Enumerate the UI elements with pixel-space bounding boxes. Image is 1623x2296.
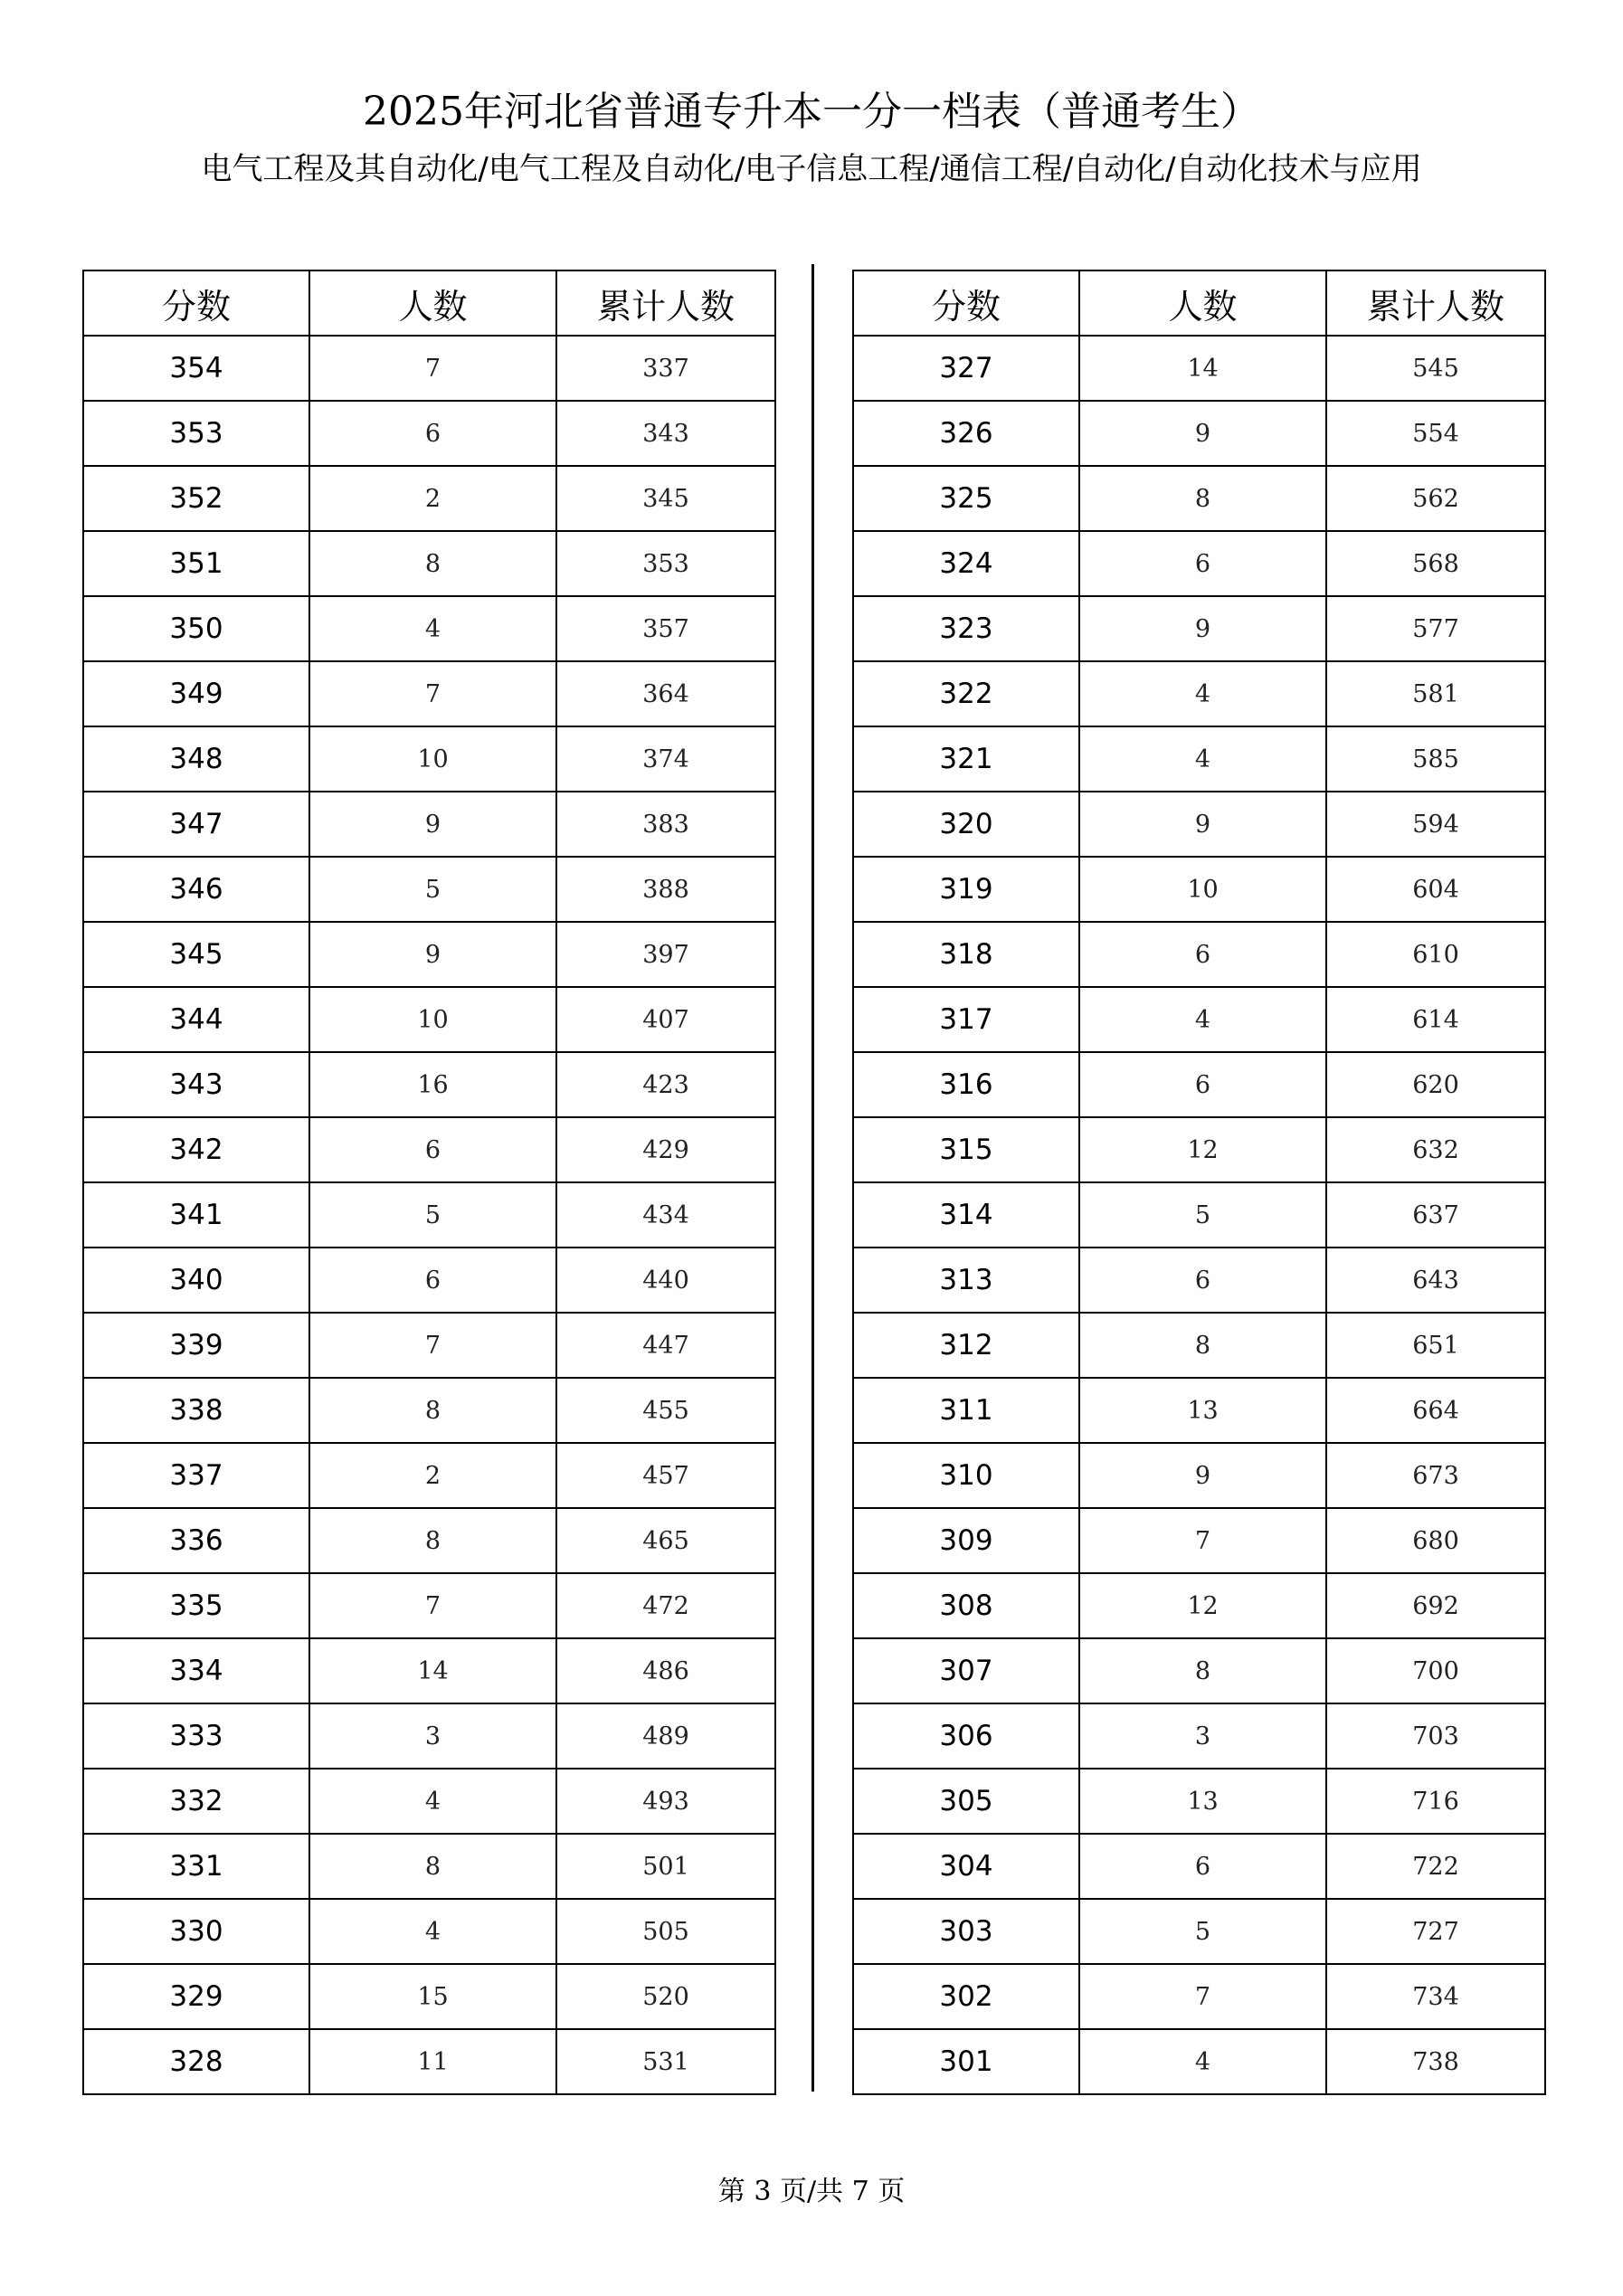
- table-row: [83, 726, 775, 792]
- count-cell: 5: [309, 857, 556, 922]
- table-row: [83, 336, 775, 401]
- table-row: [83, 2029, 775, 2094]
- count-cell: 6: [309, 1117, 556, 1182]
- table-row: [83, 987, 775, 1052]
- count-cell: 4: [309, 1769, 556, 1834]
- cumulative-cell: 520: [556, 1964, 775, 2029]
- table-row: [83, 1443, 775, 1508]
- score-table-left-body: [83, 336, 775, 2094]
- table-row: [853, 987, 1545, 1052]
- score-cell: 338: [83, 1378, 309, 1443]
- table-row: [853, 596, 1545, 661]
- count-cell: 7: [1079, 1508, 1326, 1573]
- score-cell: 334: [83, 1638, 309, 1703]
- score-cell: 343: [83, 1052, 309, 1117]
- count-cell: 2: [309, 466, 556, 531]
- column-header-score: 分数: [83, 270, 309, 336]
- cumulative-cell: 388: [556, 857, 775, 922]
- cumulative-cell: 651: [1326, 1313, 1545, 1378]
- cumulative-cell: 407: [556, 987, 775, 1052]
- table-row: [853, 1834, 1545, 1899]
- count-cell: 4: [309, 1899, 556, 1964]
- cumulative-cell: 337: [556, 336, 775, 401]
- cumulative-cell: 505: [556, 1899, 775, 1964]
- count-cell: 9: [1079, 1443, 1326, 1508]
- cumulative-cell: 486: [556, 1638, 775, 1703]
- score-cell: 301: [853, 2029, 1079, 2094]
- count-cell: 9: [1079, 792, 1326, 857]
- count-cell: 16: [309, 1052, 556, 1117]
- score-cell: 332: [83, 1769, 309, 1834]
- cumulative-cell: 632: [1326, 1117, 1545, 1182]
- score-cell: 350: [83, 596, 309, 661]
- score-cell: 307: [853, 1638, 1079, 1703]
- score-cell: 318: [853, 922, 1079, 987]
- score-cell: 314: [853, 1182, 1079, 1248]
- score-cell: 328: [83, 2029, 309, 2094]
- cumulative-cell: 493: [556, 1769, 775, 1834]
- count-cell: 3: [1079, 1703, 1326, 1769]
- cumulative-cell: 472: [556, 1573, 775, 1638]
- table-row: [853, 1378, 1545, 1443]
- table-row: [853, 1573, 1545, 1638]
- table-row: [853, 1964, 1545, 2029]
- cumulative-cell: 680: [1326, 1508, 1545, 1573]
- cumulative-cell: 610: [1326, 922, 1545, 987]
- score-table-right: [852, 270, 1546, 2095]
- count-cell: 4: [1079, 987, 1326, 1052]
- cumulative-cell: 429: [556, 1117, 775, 1182]
- count-cell: 14: [309, 1638, 556, 1703]
- count-cell: 4: [1079, 2029, 1326, 2094]
- score-cell: 337: [83, 1443, 309, 1508]
- score-cell: 302: [853, 1964, 1079, 2029]
- score-cell: 309: [853, 1508, 1079, 1573]
- score-cell: 346: [83, 857, 309, 922]
- count-cell: 6: [1079, 1248, 1326, 1313]
- cumulative-cell: 465: [556, 1508, 775, 1573]
- table-row: [853, 1313, 1545, 1378]
- score-cell: 311: [853, 1378, 1079, 1443]
- score-cell: 349: [83, 661, 309, 726]
- count-cell: 5: [1079, 1899, 1326, 1964]
- page-subtitle: 电气工程及其自动化/电气工程及自动化/电子信息工程/通信工程/自动化/自动化技术与应用: [201, 151, 1422, 187]
- column-header-cumulative: 累计人数: [556, 270, 775, 336]
- score-cell: 347: [83, 792, 309, 857]
- column-header-count: 人数: [1079, 270, 1326, 336]
- table-row: [83, 1378, 775, 1443]
- cumulative-cell: 357: [556, 596, 775, 661]
- score-cell: 329: [83, 1964, 309, 2029]
- score-cell: 322: [853, 661, 1079, 726]
- table-header-row: [853, 270, 1545, 336]
- table-row: [83, 466, 775, 531]
- score-cell: 330: [83, 1899, 309, 1964]
- cumulative-cell: 604: [1326, 857, 1545, 922]
- cumulative-cell: 447: [556, 1313, 775, 1378]
- table-row: [83, 1248, 775, 1313]
- cumulative-cell: 585: [1326, 726, 1545, 792]
- count-cell: 10: [309, 987, 556, 1052]
- table-row: [853, 726, 1545, 792]
- cumulative-cell: 457: [556, 1443, 775, 1508]
- count-cell: 7: [309, 1313, 556, 1378]
- count-cell: 6: [1079, 531, 1326, 596]
- score-cell: 306: [853, 1703, 1079, 1769]
- table-row: [83, 1117, 775, 1182]
- cumulative-cell: 545: [1326, 336, 1545, 401]
- count-cell: 3: [309, 1703, 556, 1769]
- column-header-cumulative: 累计人数: [1326, 270, 1545, 336]
- table-row: [853, 1248, 1545, 1313]
- count-cell: 10: [1079, 857, 1326, 922]
- table-row: [83, 1182, 775, 1248]
- score-cell: 352: [83, 466, 309, 531]
- score-cell: 339: [83, 1313, 309, 1378]
- score-cell: 335: [83, 1573, 309, 1638]
- cumulative-cell: 716: [1326, 1769, 1545, 1834]
- cumulative-cell: 734: [1326, 1964, 1545, 2029]
- score-cell: 341: [83, 1182, 309, 1248]
- count-cell: 12: [1079, 1117, 1326, 1182]
- score-cell: 326: [853, 401, 1079, 466]
- count-cell: 2: [309, 1443, 556, 1508]
- table-row: [83, 401, 775, 466]
- table-row: [853, 661, 1545, 726]
- table-row: [853, 792, 1545, 857]
- table-row: [83, 531, 775, 596]
- count-cell: 10: [309, 726, 556, 792]
- cumulative-cell: 364: [556, 661, 775, 726]
- column-divider: [812, 264, 814, 2092]
- score-cell: 336: [83, 1508, 309, 1573]
- cumulative-cell: 554: [1326, 401, 1545, 466]
- count-cell: 8: [309, 531, 556, 596]
- table-row: [83, 1769, 775, 1834]
- count-cell: 6: [1079, 1052, 1326, 1117]
- count-cell: 7: [1079, 1964, 1326, 2029]
- score-cell: 319: [853, 857, 1079, 922]
- table-row: [853, 336, 1545, 401]
- score-table-right-body: [853, 336, 1545, 2094]
- count-cell: 6: [1079, 1834, 1326, 1899]
- cumulative-cell: 353: [556, 531, 775, 596]
- score-cell: 316: [853, 1052, 1079, 1117]
- count-cell: 8: [309, 1378, 556, 1443]
- score-cell: 303: [853, 1899, 1079, 1964]
- cumulative-cell: 664: [1326, 1378, 1545, 1443]
- count-cell: 5: [309, 1182, 556, 1248]
- cumulative-cell: 531: [556, 2029, 775, 2094]
- count-cell: 8: [1079, 466, 1326, 531]
- table-row: [83, 596, 775, 661]
- score-cell: 305: [853, 1769, 1079, 1834]
- table-row: [853, 1703, 1545, 1769]
- score-cell: 312: [853, 1313, 1079, 1378]
- table-row: [83, 1052, 775, 1117]
- score-cell: 304: [853, 1834, 1079, 1899]
- cumulative-cell: 383: [556, 792, 775, 857]
- cumulative-cell: 594: [1326, 792, 1545, 857]
- table-row: [853, 466, 1545, 531]
- count-cell: 4: [1079, 661, 1326, 726]
- score-cell: 333: [83, 1703, 309, 1769]
- cumulative-cell: 727: [1326, 1899, 1545, 1964]
- table-row: [853, 1638, 1545, 1703]
- count-cell: 4: [309, 596, 556, 661]
- count-cell: 9: [309, 922, 556, 987]
- count-cell: 8: [1079, 1638, 1326, 1703]
- cumulative-cell: 703: [1326, 1703, 1545, 1769]
- cumulative-cell: 423: [556, 1052, 775, 1117]
- count-cell: 7: [309, 661, 556, 726]
- table-row: [83, 1638, 775, 1703]
- cumulative-cell: 434: [556, 1182, 775, 1248]
- table-row: [83, 1573, 775, 1638]
- table-row: [853, 1769, 1545, 1834]
- score-table-left: [82, 270, 776, 2095]
- table-row: [853, 1182, 1545, 1248]
- score-cell: 348: [83, 726, 309, 792]
- cumulative-cell: 643: [1326, 1248, 1545, 1313]
- score-cell: 325: [853, 466, 1079, 531]
- cumulative-cell: 614: [1326, 987, 1545, 1052]
- table-row: [853, 531, 1545, 596]
- table-row: [83, 1834, 775, 1899]
- table-row: [853, 2029, 1545, 2094]
- page-number: 第 3 页/共 7 页: [717, 2176, 906, 2207]
- table-row: [853, 857, 1545, 922]
- count-cell: 8: [309, 1508, 556, 1573]
- score-cell: 310: [853, 1443, 1079, 1508]
- cumulative-cell: 501: [556, 1834, 775, 1899]
- count-cell: 8: [309, 1834, 556, 1899]
- table-row: [83, 857, 775, 922]
- score-cell: 320: [853, 792, 1079, 857]
- score-cell: 323: [853, 596, 1079, 661]
- count-cell: 9: [1079, 596, 1326, 661]
- count-cell: 9: [309, 792, 556, 857]
- cumulative-cell: 620: [1326, 1052, 1545, 1117]
- cumulative-cell: 562: [1326, 466, 1545, 531]
- table-row: [83, 1703, 775, 1769]
- score-cell: 342: [83, 1117, 309, 1182]
- table-row: [83, 661, 775, 726]
- score-cell: 315: [853, 1117, 1079, 1182]
- score-cell: 327: [853, 336, 1079, 401]
- score-cell: 331: [83, 1834, 309, 1899]
- cumulative-cell: 345: [556, 466, 775, 531]
- count-cell: 7: [309, 1573, 556, 1638]
- score-cell: 340: [83, 1248, 309, 1313]
- count-cell: 9: [1079, 401, 1326, 466]
- score-cell: 345: [83, 922, 309, 987]
- count-cell: 6: [309, 401, 556, 466]
- score-cell: 353: [83, 401, 309, 466]
- score-cell: 308: [853, 1573, 1079, 1638]
- count-cell: 6: [1079, 922, 1326, 987]
- count-cell: 5: [1079, 1182, 1326, 1248]
- table-row: [853, 1899, 1545, 1964]
- cumulative-cell: 440: [556, 1248, 775, 1313]
- cumulative-cell: 700: [1326, 1638, 1545, 1703]
- cumulative-cell: 581: [1326, 661, 1545, 726]
- cumulative-cell: 374: [556, 726, 775, 792]
- table-row: [853, 1443, 1545, 1508]
- count-cell: 14: [1079, 336, 1326, 401]
- score-cell: 317: [853, 987, 1079, 1052]
- cumulative-cell: 568: [1326, 531, 1545, 596]
- count-cell: 7: [309, 336, 556, 401]
- count-cell: 11: [309, 2029, 556, 2094]
- table-header-row: [83, 270, 775, 336]
- page-title: 2025年河北省普通专升本一分一档表（普通考生）: [363, 89, 1260, 135]
- count-cell: 6: [309, 1248, 556, 1313]
- table-row: [853, 1117, 1545, 1182]
- count-cell: 4: [1079, 726, 1326, 792]
- cumulative-cell: 738: [1326, 2029, 1545, 2094]
- table-row: [853, 1508, 1545, 1573]
- table-row: [853, 401, 1545, 466]
- cumulative-cell: 343: [556, 401, 775, 466]
- table-row: [83, 792, 775, 857]
- cumulative-cell: 722: [1326, 1834, 1545, 1899]
- score-cell: 344: [83, 987, 309, 1052]
- cumulative-cell: 673: [1326, 1443, 1545, 1508]
- column-header-count: 人数: [309, 270, 556, 336]
- table-row: [853, 922, 1545, 987]
- cumulative-cell: 489: [556, 1703, 775, 1769]
- score-cell: 351: [83, 531, 309, 596]
- table-row: [83, 1964, 775, 2029]
- count-cell: 13: [1079, 1378, 1326, 1443]
- table-row: [83, 1899, 775, 1964]
- score-cell: 324: [853, 531, 1079, 596]
- score-cell: 354: [83, 336, 309, 401]
- count-cell: 12: [1079, 1573, 1326, 1638]
- column-header-score: 分数: [853, 270, 1079, 336]
- score-cell: 321: [853, 726, 1079, 792]
- count-cell: 15: [309, 1964, 556, 2029]
- count-cell: 8: [1079, 1313, 1326, 1378]
- cumulative-cell: 637: [1326, 1182, 1545, 1248]
- score-cell: 313: [853, 1248, 1079, 1313]
- table-row: [83, 1313, 775, 1378]
- cumulative-cell: 577: [1326, 596, 1545, 661]
- table-row: [83, 1508, 775, 1573]
- cumulative-cell: 455: [556, 1378, 775, 1443]
- cumulative-cell: 397: [556, 922, 775, 987]
- table-row: [853, 1052, 1545, 1117]
- table-row: [83, 922, 775, 987]
- cumulative-cell: 692: [1326, 1573, 1545, 1638]
- count-cell: 13: [1079, 1769, 1326, 1834]
